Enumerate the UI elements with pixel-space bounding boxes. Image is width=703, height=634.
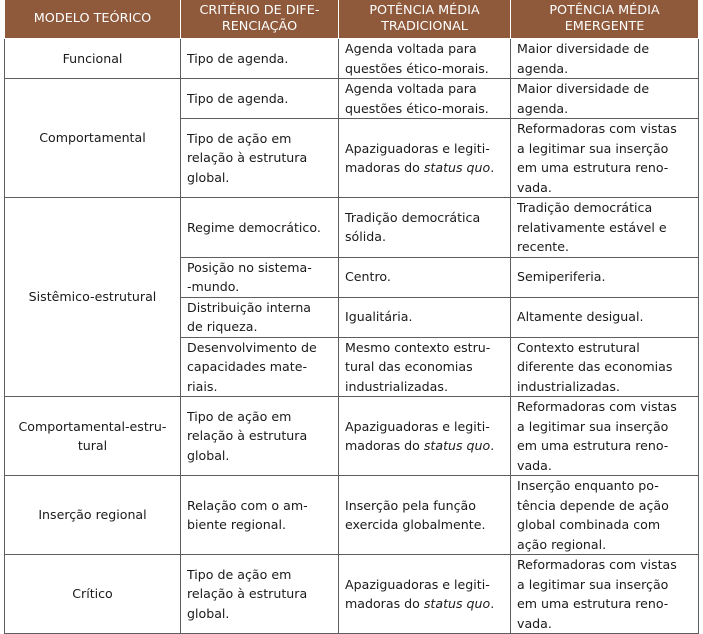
table-row bbox=[5, 397, 699, 476]
criterio-cell: Relação com o am- biente regional. bbox=[181, 476, 339, 555]
emergente-cell: Altamente desigual. bbox=[511, 297, 699, 337]
emergente-cell: Maior diversidade de agenda. bbox=[511, 79, 699, 119]
emergente-cell: Reformadoras com vistas a legitimar sua inserção em uma estrutura reno- vada. bbox=[511, 119, 699, 198]
tradicional-cell: Mesmo contexto estru- tural das economias industrializadas. bbox=[339, 337, 511, 397]
header-emergente: POTÊNCIA MÉDIA EMERGENTE bbox=[511, 0, 699, 39]
tradicional-cell: Centro. bbox=[339, 257, 511, 297]
emergente-cell: Tradição democrática relativamente estável e recente. bbox=[511, 198, 699, 258]
criterio-cell: Tipo de agenda. bbox=[181, 79, 339, 119]
model-critico: Crítico bbox=[5, 555, 181, 634]
criterio-cell: Distribuição interna de riqueza. bbox=[181, 297, 339, 337]
criterio-cell: Tipo de ação em relação à estrutura global. bbox=[181, 119, 339, 198]
criterio-cell: Tipo de ação em relação à estrutura global. bbox=[181, 397, 339, 476]
header-modelo: MODELO TEÓRICO bbox=[5, 0, 181, 39]
model-insercao-regional: Inserção regional bbox=[5, 476, 181, 555]
header-row bbox=[5, 0, 699, 39]
tradicional-cell: Apaziguadoras e legiti- madoras do status quo. bbox=[339, 555, 511, 634]
tradicional-cell: Igualitária. bbox=[339, 297, 511, 337]
criterio-cell: Desenvolvimento de capacidades mate- riais. bbox=[181, 337, 339, 397]
table-row bbox=[5, 555, 699, 634]
criterio-cell: Posição no sistema- -mundo. bbox=[181, 257, 339, 297]
emergente-cell: Reformadoras com vistas a legitimar sua inserção em uma estrutura reno- vada. bbox=[511, 397, 699, 476]
emergente-cell: Reformadoras com vistas a legitimar sua inserção em uma estrutura reno- vada. bbox=[511, 555, 699, 634]
model-sistemico-estrutural: Sistêmico-estrutural bbox=[5, 198, 181, 397]
criterio-cell: Tipo de agenda. bbox=[181, 39, 339, 79]
tradicional-cell: Agenda voltada para questões ético-morais. bbox=[339, 39, 511, 79]
tradicional-cell: Inserção pela função exercida globalmente. bbox=[339, 476, 511, 555]
table-row bbox=[5, 198, 699, 258]
criterio-cell: Regime democrático. bbox=[181, 198, 339, 258]
tradicional-cell: Agenda voltada para questões ético-morais. bbox=[339, 79, 511, 119]
model-comportamental: Comportamental bbox=[5, 79, 181, 198]
header-criterio: CRITÉRIO DE DIFE- RENCIAÇÃO bbox=[181, 0, 339, 39]
model-comportamental-estrutural: Comportamental-estru- tural bbox=[5, 397, 181, 476]
table-row bbox=[5, 79, 699, 119]
emergente-cell: Maior diversidade de agenda. bbox=[511, 39, 699, 79]
emergente-cell: Inserção enquanto po- tência depende de ação global combinada com ação regional. bbox=[511, 476, 699, 555]
comparison-table bbox=[4, 0, 699, 634]
header-tradicional: POTÊNCIA MÉDIA TRADICIONAL bbox=[339, 0, 511, 39]
table-row bbox=[5, 476, 699, 555]
model-funcional: Funcional bbox=[5, 39, 181, 79]
tradicional-cell: Tradição democrática sólida. bbox=[339, 198, 511, 258]
tradicional-cell: Apaziguadoras e legiti- madoras do status quo. bbox=[339, 397, 511, 476]
emergente-cell: Contexto estrutural diferente das economias industrializadas. bbox=[511, 337, 699, 397]
criterio-cell: Tipo de ação em relação à estrutura global. bbox=[181, 555, 339, 634]
tradicional-cell: Apaziguadoras e legiti- madoras do status quo. bbox=[339, 119, 511, 198]
emergente-cell: Semiperiferia. bbox=[511, 257, 699, 297]
table-row bbox=[5, 39, 699, 79]
